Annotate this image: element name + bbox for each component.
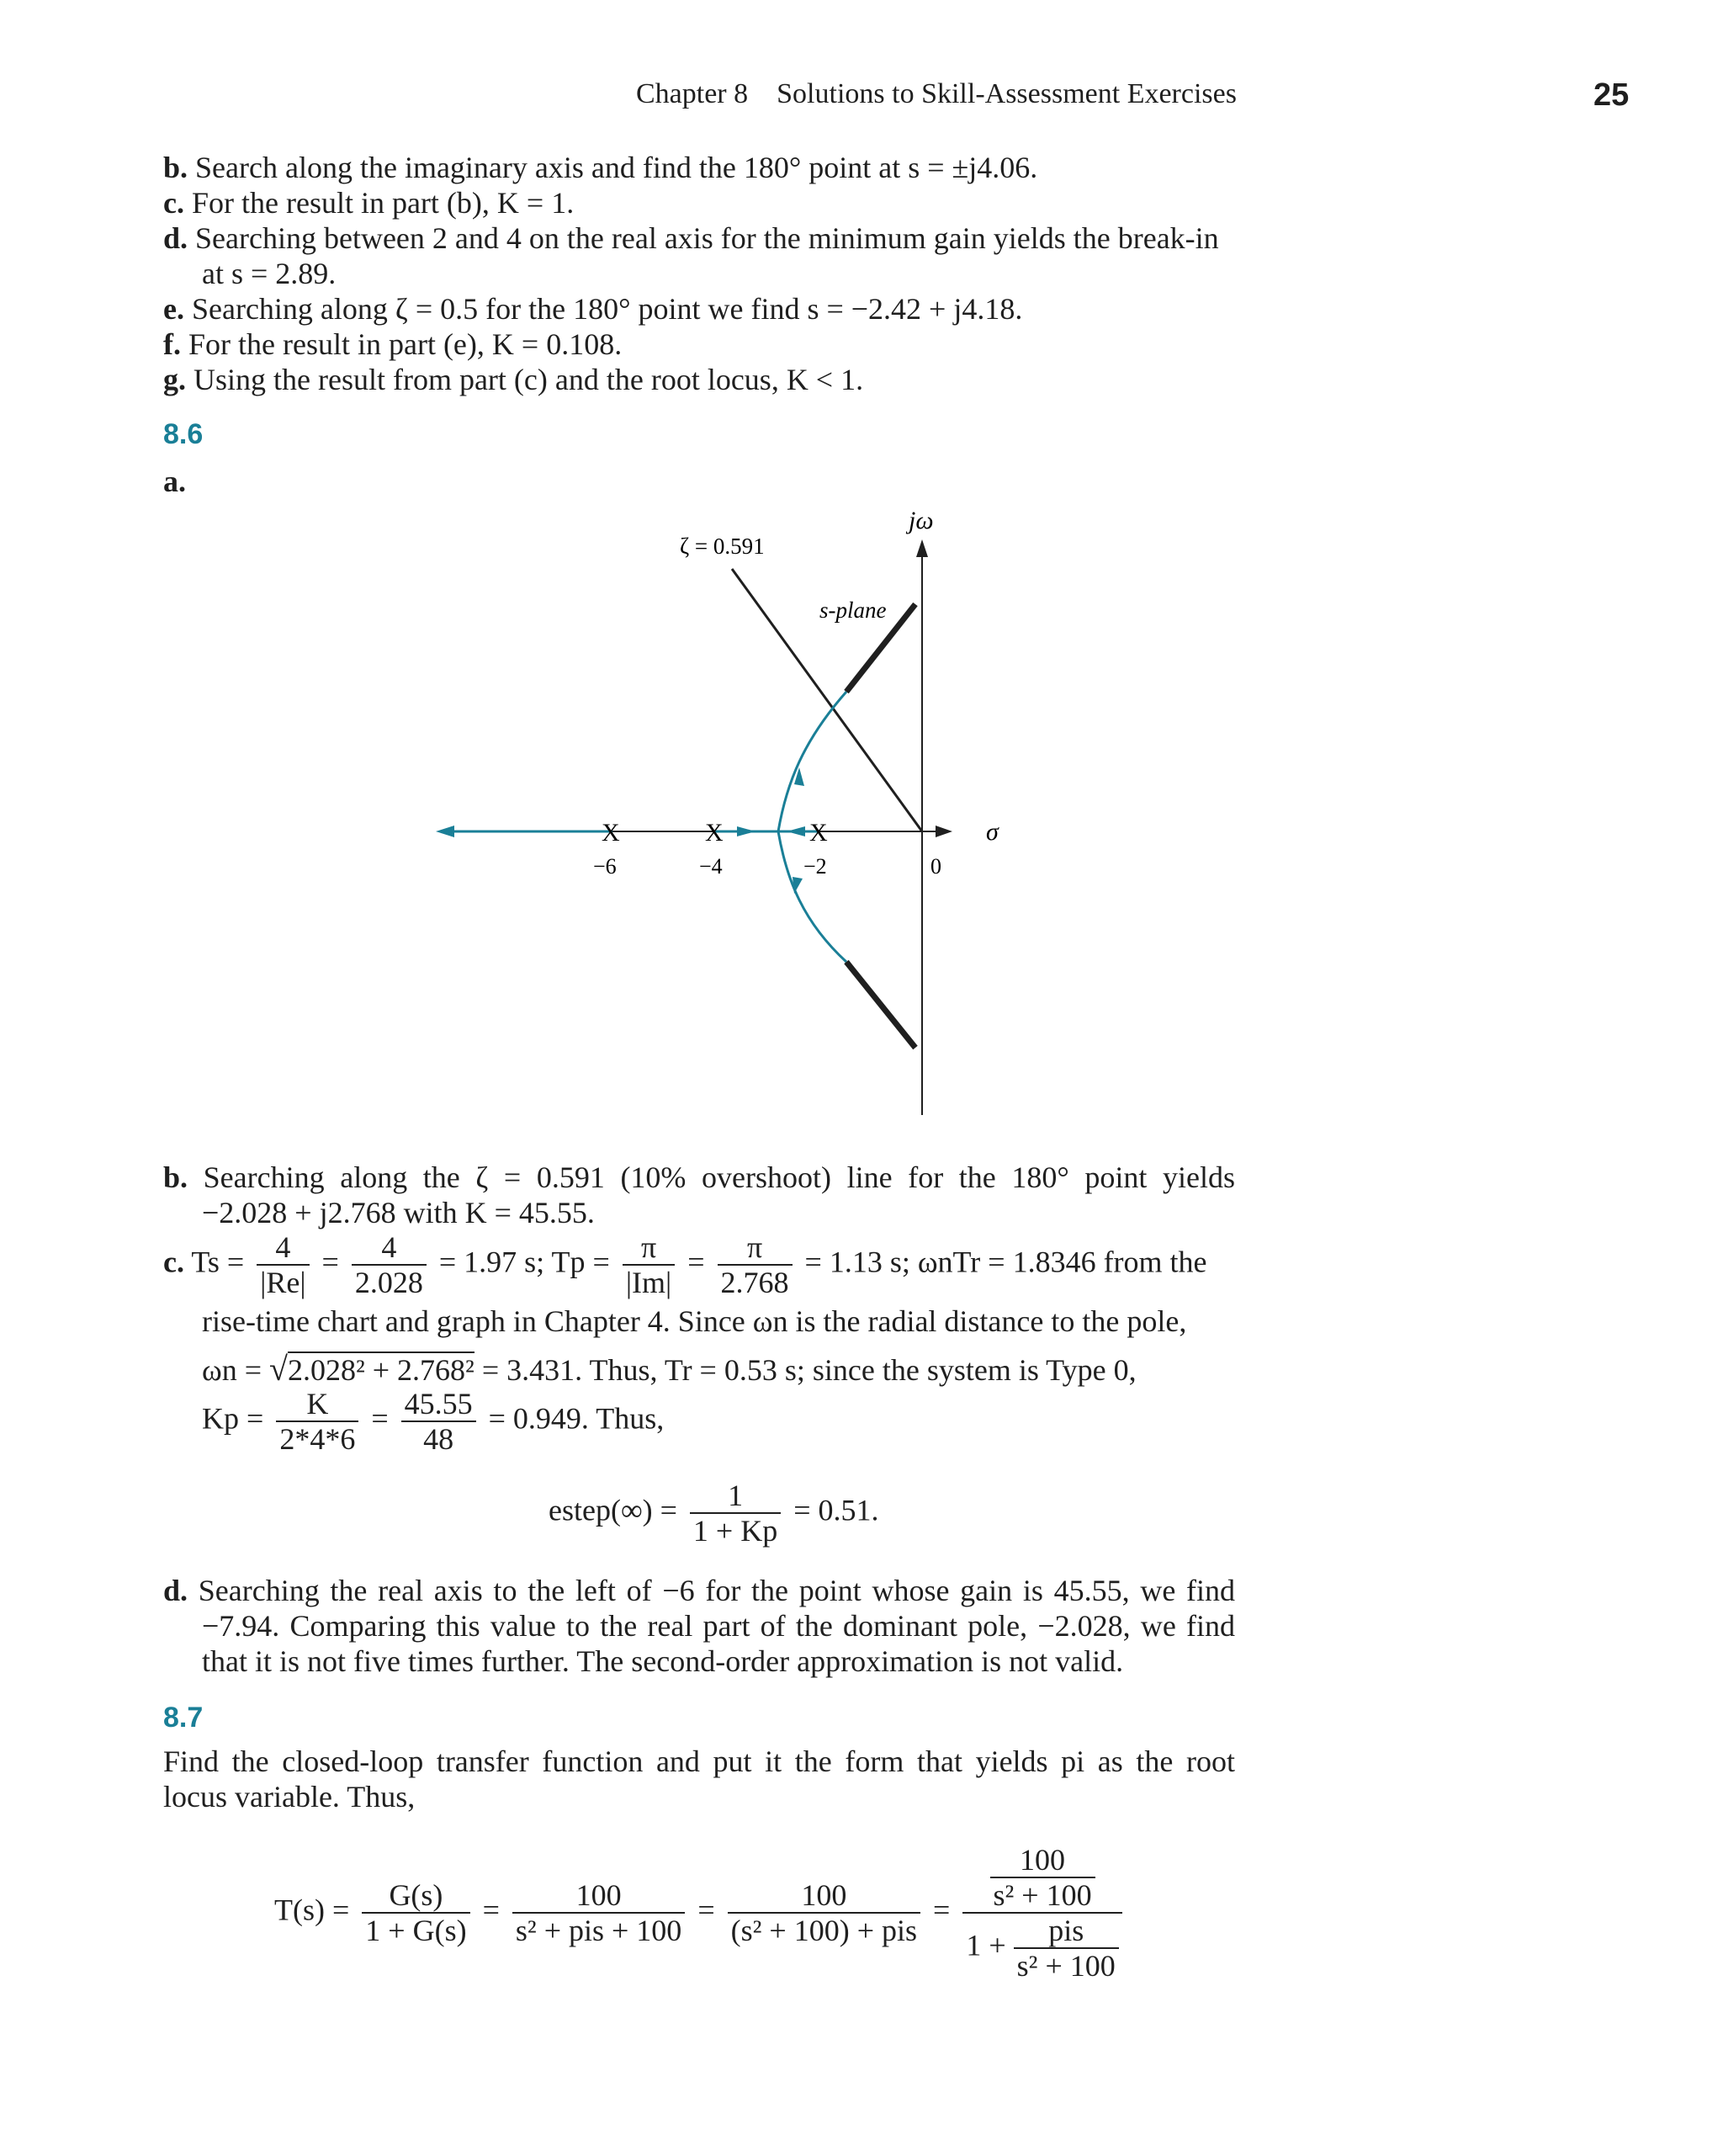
imaginary-axis-label: jω (909, 507, 934, 534)
item-text: Using the result from part (c) and the root locus, K < 1. (194, 363, 864, 396)
tf-lhs: T(s) = (274, 1893, 350, 1927)
part-c-line2: rise-time chart and graph in Chapter 4. Since ωn is the radial distance to the pole, (202, 1304, 1187, 1338)
fraction (276, 1387, 358, 1456)
kp-result: = 0.949. Thus, (488, 1401, 665, 1436)
tp-result: = 1.13 s; ωnTr = 1.8346 from the (804, 1245, 1207, 1279)
kp-lhs: Kp = (202, 1401, 264, 1436)
equals: = (482, 1893, 500, 1927)
page-number: 25 (1593, 77, 1630, 113)
part-d-label: d. (163, 1574, 188, 1607)
numerator: 100 (512, 1878, 685, 1914)
fraction (623, 1230, 675, 1299)
part-d-line1 (163, 1573, 1235, 1609)
locus-left-arrow (436, 826, 454, 837)
denominator: 1 + Kp (692, 1514, 778, 1548)
denominator: |Re| (260, 1266, 306, 1299)
numerator: 4 (352, 1230, 427, 1266)
part-b-line1: Searching along the ζ = 0.591 (10% overshoot) line for the 180° point yields (203, 1160, 1235, 1194)
denominator: |Im| (625, 1266, 672, 1299)
numerator: π (718, 1230, 793, 1266)
sqrt-sign: √ (269, 1350, 288, 1388)
item-label: d. (163, 221, 188, 255)
zeta-label: ζ = 0.591 (680, 534, 765, 559)
pole-marker: X (602, 819, 620, 847)
locus-arrow-left (787, 826, 805, 836)
item-label: e. (163, 292, 184, 326)
part-d-line3: that it is not five times further. The second-order approximation is not valid. (202, 1644, 1124, 1678)
fraction (401, 1387, 476, 1456)
part-d-text: −7.94. Comparing this value to the real part of the dominant pole, −2.028, we find (202, 1609, 1235, 1643)
s-plane-label: s-plane (819, 597, 887, 623)
item-text: For the result in part (e), K = 0.108. (188, 327, 623, 361)
pole-marker: X (809, 819, 828, 847)
denominator: 1 + G(s) (365, 1914, 467, 1947)
denominator: s² + pis + 100 (515, 1914, 682, 1947)
compound-numerator (962, 1843, 1121, 1914)
omega-n-lhs: ωn = (202, 1353, 269, 1387)
one-plus: 1 + (966, 1928, 1006, 1962)
part-a-label: a. (163, 465, 186, 498)
section-heading-8-7: 8.7 (163, 1702, 204, 1734)
part-c-line3 (202, 1351, 1137, 1389)
imaginary-axis-arrow (916, 539, 928, 557)
sqrt-body: 2.028² + 2.768² (287, 1353, 474, 1387)
denominator: 2.768 (720, 1266, 789, 1299)
part-c-equation-line (163, 1230, 1207, 1299)
fraction (512, 1878, 685, 1947)
fraction (352, 1230, 427, 1299)
section-heading-8-6: 8.6 (163, 418, 204, 450)
numerator: 100 (728, 1878, 920, 1914)
asymptote-lower (846, 962, 915, 1048)
ts-result: = 1.97 s; Tp = (438, 1245, 610, 1279)
ts-lhs: Ts = (191, 1245, 245, 1279)
part-d-line2 (202, 1608, 1235, 1644)
numerator: K (276, 1387, 358, 1422)
kp-equation (202, 1387, 664, 1456)
tick-label: 0 (930, 854, 941, 879)
item-text: Searching between 2 and 4 on the real axis for the minimum gain yields the break-in (195, 221, 1219, 255)
estep-equation (549, 1479, 879, 1548)
part-c-line3-rest: = 3.431. Thus, Tr = 0.53 s; since the system is Type 0, (474, 1353, 1137, 1387)
section-87-text: Find the closed-loop transfer function and put it the form that yields pi as the root (163, 1744, 1235, 1778)
denominator: 48 (423, 1422, 454, 1456)
tick-label: −2 (803, 854, 827, 879)
chapter-title: Solutions to Skill-Assessment Exercises (777, 78, 1237, 109)
numerator: π (623, 1230, 675, 1266)
numerator: 4 (257, 1230, 309, 1266)
fraction (257, 1230, 309, 1299)
item-label: c. (163, 186, 184, 220)
section-87-line1 (163, 1744, 1235, 1780)
denominator: 2*4*6 (279, 1422, 356, 1456)
denominator: s² + 100 (993, 1878, 1092, 1912)
denominator: 2.028 (354, 1266, 423, 1299)
chapter-label: Chapter 8 (636, 78, 749, 109)
item-label: f. (163, 327, 181, 361)
locus-arrow-right (737, 826, 755, 836)
equals: = (321, 1245, 339, 1279)
pole-marker: X (705, 819, 724, 847)
part-b (163, 1160, 1235, 1196)
equals: = (371, 1401, 389, 1436)
item-label: g. (163, 363, 186, 396)
equals: = (697, 1893, 715, 1927)
estep-result: = 0.51. (793, 1493, 879, 1527)
fraction (718, 1230, 793, 1299)
real-axis-arrow (936, 826, 952, 837)
estep-lhs: estep(∞) = (549, 1493, 677, 1527)
item-text: Search along the imaginary axis and find the 180° point at s = ±j4.06. (195, 151, 1038, 184)
tick-label: −6 (593, 854, 617, 879)
compound-denominator (962, 1914, 1121, 1983)
part-b-label: b. (163, 1160, 188, 1194)
part-c-label: c. (163, 1245, 184, 1279)
locus-lower-branch (778, 831, 846, 962)
section-87-line2: locus variable. Thus, (163, 1780, 416, 1813)
real-axis-label: σ (986, 818, 999, 846)
fraction (990, 1843, 1095, 1912)
transfer-function-equation (274, 1843, 1127, 1983)
numerator: pis (1014, 1914, 1119, 1949)
denominator: (s² + 100) + pis (730, 1914, 918, 1947)
numerator: 1 (690, 1479, 781, 1514)
item-text: Searching along ζ = 0.5 for the 180° point we find s = −2.42 + j4.18. (191, 292, 1023, 326)
equals: = (687, 1245, 705, 1279)
fraction (1014, 1914, 1119, 1983)
fraction (362, 1878, 469, 1947)
part-b-line2: −2.028 + j2.768 with K = 45.55. (202, 1196, 595, 1229)
item-d-cont: at s = 2.89. (202, 257, 337, 290)
fraction (728, 1878, 920, 1947)
denominator: s² + 100 (1016, 1949, 1116, 1983)
equals: = (933, 1893, 951, 1927)
part-d-text: Searching the real axis to the left of −6 for the point whose gain is 45.55, we find (198, 1574, 1236, 1607)
numerator: 45.55 (401, 1387, 476, 1422)
fraction (690, 1479, 781, 1548)
item-text: For the result in part (b), K = 1. (191, 186, 575, 220)
numerator: G(s) (362, 1878, 469, 1914)
item-label: b. (163, 151, 188, 184)
compound-fraction (962, 1843, 1121, 1983)
numerator: 100 (990, 1843, 1095, 1878)
tick-label: −4 (699, 854, 723, 879)
locus-lower-arrow (793, 877, 803, 894)
